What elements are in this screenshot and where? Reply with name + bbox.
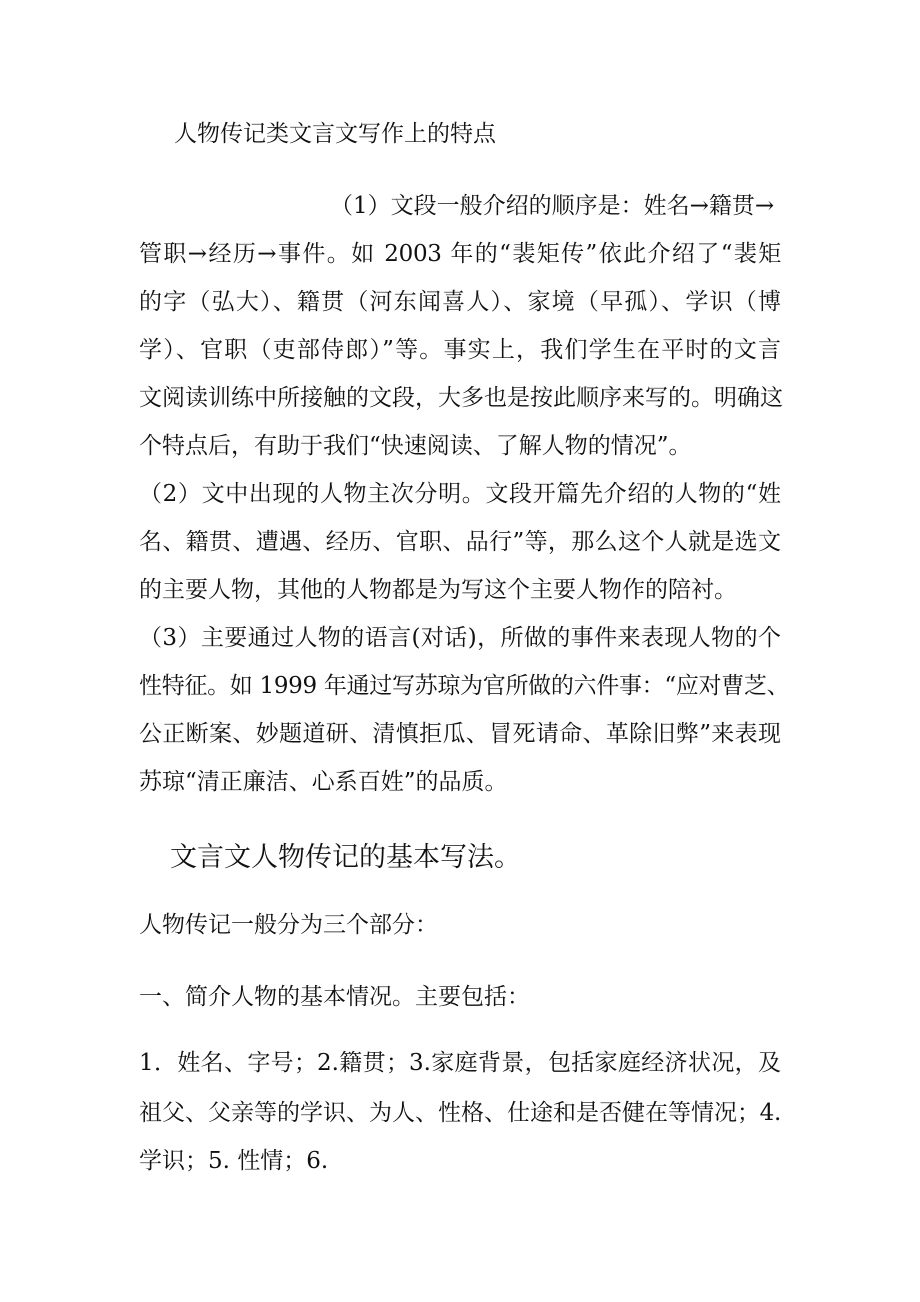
part-1-line-2: 祖父、父亲等的学识、为人、性格、仕途和是否健在等情况；4. [139, 1100, 781, 1126]
paragraph-1-line-4: 学）、官职（吏部侍郎）”等。事实上，我们学生在平时的文言 [139, 337, 781, 363]
paragraph-2-line-1: （2）文中出现的人物主次分明。文段开篇先介绍的人物的“姓 [139, 481, 781, 507]
paragraph-1-line-2: 管职→经历→事件。如 2003 年的“裴矩传”依此介绍了“裴矩 [139, 241, 781, 267]
paragraph-3-line-2: 性特征。如 1999 年通过写苏琼为官所做的六件事：“应对曹芝、 [139, 673, 790, 699]
section-heading: 文言文人物传记的基本写法。 [170, 842, 521, 873]
paragraph-3-line-1: （3）主要通过人物的语言(对话)，所做的事件来表现人物的个 [139, 625, 781, 651]
paragraph-3-line-4: 苏琼“清正廉洁、心系百姓”的品质。 [139, 769, 508, 795]
paragraph-2-line-3: 的主要人物，其他的人物都是为写这个主要人物作的陪衬。 [139, 577, 737, 603]
part-1-line-3: 学识；5. 性情；6. [139, 1148, 329, 1174]
paragraph-3-line-3: 公正断案、妙题道研、清慎拒瓜、冒死请命、革除旧弊”来表现 [139, 721, 781, 747]
paragraph-1-line-6: 个特点后，有助于我们“快速阅读、了解人物的情况”。 [139, 433, 692, 459]
part-1-line-1: 1．姓名、字号；2.籍贯；3.家庭背景，包括家庭经济状况，及 [139, 1050, 781, 1076]
paragraph-1-line-5: 文阅读训练中所接触的文段，大多也是按此顺序来写的。明确这 [139, 385, 783, 411]
paragraph-2-line-2: 名、籍贯、遭遇、经历、官职、品行”等，那么这个人就是选文 [139, 529, 781, 555]
paragraph-1-line-1: （1）文段一般介绍的顺序是：姓名→籍贯→ [330, 193, 775, 219]
part-1-title: 一、简介人物的基本情况。主要包括： [139, 984, 530, 1010]
intro-line: 人物传记一般分为三个部分： [139, 912, 438, 938]
paragraph-1-line-3: 的字（弘大）、籍贯（河东闻喜人）、家境（早孤）、学识（博 [139, 289, 781, 315]
document-title: 人物传记类文言文写作上的特点 [174, 121, 496, 147]
